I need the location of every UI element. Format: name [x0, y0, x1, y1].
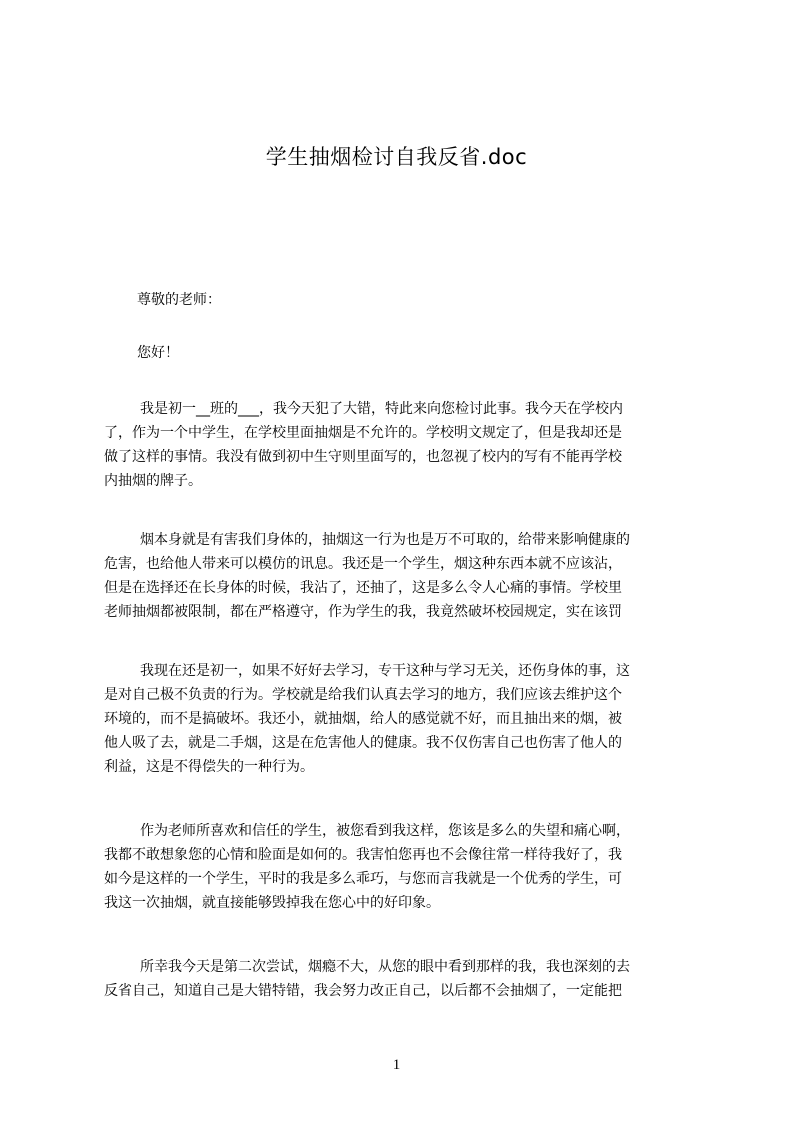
paragraph-5	[104, 955, 696, 1003]
paragraph-line: 我是初一__班的___，我今天犯了大错，特此来向您检讨此事。我今天在学校内	[140, 401, 623, 417]
paragraph-line: 内抽烟的牌子。	[104, 473, 202, 489]
paragraph-line: 我现在还是初一，如果不好好去学习，专干这种与学习无关，还伤身体的事，这	[140, 663, 630, 679]
paragraph-1	[104, 397, 696, 493]
paragraph-line: 反省自己，知道自己是大错特错，我会努力改正自己，以后都不会抽烟了，一定能把	[104, 983, 622, 999]
page-number: 1	[392, 1057, 401, 1073]
paragraph-line: 如今是这样的一个学生，平时的我是多么乖巧，与您而言我就是一个优秀的学生，可	[104, 871, 622, 887]
greeting-line: 尊敬的老师：	[137, 292, 221, 308]
paragraph-line: 我这一次抽烟，就直接能够毁掉我在您心中的好印象。	[104, 895, 440, 911]
paragraph-3	[104, 659, 696, 779]
paragraph-line: 环境的，而不是搞破坏。我还小，就抽烟，给人的感觉就不好，而且抽出来的烟，被	[104, 711, 622, 727]
paragraph-line: 是对自己极不负责的行为。学校就是给我们认真去学习的地方，我们应该去维护这个	[104, 687, 622, 703]
paragraph-line: 做了这样的事情。我没有做到初中生守则里面写的，也忽视了校内的写有不能再学校	[104, 449, 622, 465]
paragraph-4	[104, 819, 696, 915]
document-title: 学生抽烟检讨自我反省.doc	[265, 145, 528, 169]
paragraph-line: 老师抽烟都被限制，都在严格遵守，作为学生的我，我竟然破坏校园规定，实在该罚	[104, 604, 622, 620]
paragraph-line: 所幸我今天是第二次尝试，烟瘾不大，从您的眼中看到那样的我，我也深刻的去	[140, 959, 630, 975]
paragraph-line: 作为老师所喜欢和信任的学生，被您看到我这样，您该是多么的失望和痛心啊，	[140, 823, 630, 839]
hello-line: 您好！	[137, 345, 179, 361]
paragraph-line: 烟本身就是有害我们身体的，抽烟这一行为也是万不可取的，给带来影响健康的	[140, 532, 630, 548]
paragraph-line: 他人吸了去，就是二手烟，这是在危害他人的健康。我不仅伤害自己也伤害了他人的	[104, 735, 622, 751]
paragraph-line: 但是在选择还在长身体的时候，我沾了，还抽了，这是多么令人心痛的事情。学校里	[104, 580, 622, 596]
paragraph-2	[104, 528, 696, 624]
paragraph-line: 我都不敢想象您的心情和脸面是如何的。我害怕您再也不会像往常一样待我好了，我	[104, 847, 622, 863]
paragraph-line: 利益，这是不得偿失的一种行为。	[104, 759, 314, 775]
paragraph-line: 了，作为一个中学生，在学校里面抽烟是不允许的。学校明文规定了，但是我却还是	[104, 425, 622, 441]
paragraph-line: 危害，也给他人带来可以模仿的讯息。我还是一个学生，烟这种东西本就不应该沾，	[104, 556, 622, 572]
